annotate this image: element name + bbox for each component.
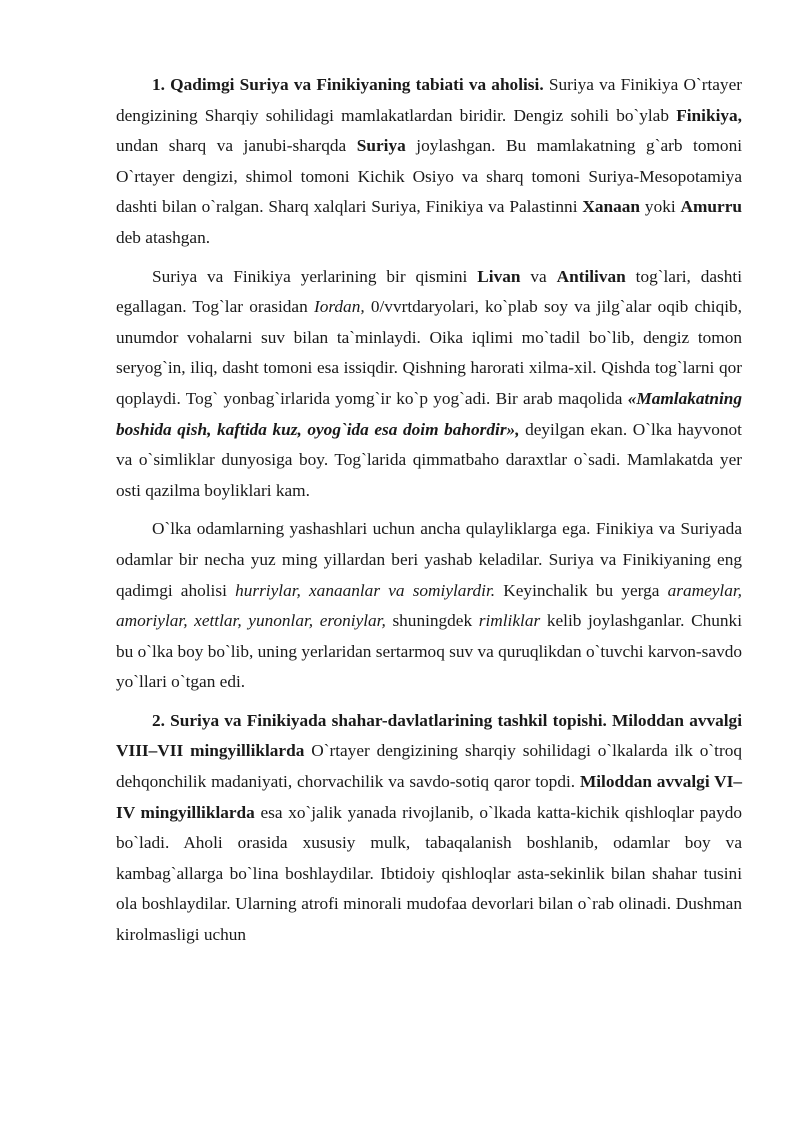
text-run: undan sharq va janubi-sharqda [116, 136, 357, 156]
text-run: O`rtayer dengizining sharqiy sohilidagi o`lkalarda ilk o`troq dehqonchilik madaniyati, chorvachilik va savdo-sotiq qaror topdi. [116, 741, 742, 792]
text-run: joylashgan. Bu mamlakatning g`arb tomoni O`rtayer dengizi, shimol tomoni Kichik Osiyo va sharq tomoni Suriya-Mesopotamiya dashti bilan o`ralgan. Sharq xalqlari Suriya, Finikiya va Palastinni [116, 136, 743, 217]
text-run: va [520, 266, 557, 286]
text-run: Suriya va Finikiya O`rtayer dengizining Sharqiy sohilidagi mamlakatlardan biridir. Dengiz sohili bo`ylab [116, 75, 742, 125]
text-run: Finikiya, [676, 105, 742, 125]
text-run: Suriya va Finikiya yerlarining bir qismini [152, 266, 478, 286]
text-run: Antilivan [556, 266, 626, 286]
text-run: 1. Qadimgi Suriya va Finikiyaning tabiati va aholisi. [152, 75, 544, 94]
text-run: shuningdek [385, 611, 479, 631]
text-run: Livan [477, 266, 521, 286]
text-run: deyilgan ekan. O`lka hayvonot va o`simliklar dunyosiga boy. Tog`larida qimmatbaho daraxtlar o`sadi. Mamlakatda yer osti qazilma boyliklari kam. [116, 419, 742, 500]
text-run: 0/vvrtdaryolari, ko`plab soy va jilg`alar oqib chiqib, unumdor vohalarni suv bilan ta`minlaydi. Oika iqlimi mo`tadil bo`lib, dengiz tomon seryog`in, iliq, dasht tomoni esa issiqdir. Qishning harorati xilma-xil. Qishda tog`larni qor qoplaydi. Tog` yonbag`irlarida yomg`ir ko`p yog`adi. Bir arab maqolida [116, 297, 742, 408]
text-run: «Mamlakatning boshida qish, kaftida kuz, oyog`ida esa doim bahordir», [116, 388, 742, 439]
text-run: Suriya [356, 136, 406, 156]
text-run: kelib joylashganlar. Chunki bu o`lka boy bo`lib, uning yerlaridan sertarmoq suv va quruqlikdan o`tuvchi karvon-savdo yo`llari o`tgan edi. [116, 611, 742, 692]
text-run: Iordan, [313, 297, 365, 317]
text-run: Miloddan avvalgi VI–IV mingyilliklarda [116, 772, 742, 822]
text-run: Amurru [680, 197, 742, 217]
text-run: yoki [640, 197, 681, 217]
text-run: tog`lari, dashti egallagan. Tog`lar orasidan [116, 266, 743, 317]
paragraph-population [116, 514, 742, 698]
text-run: 2. Suriya va Finikiyada shahar-davlatlarining tashkil topishi. Miloddan avvalgi VIII–VII mingyilliklarda [116, 710, 742, 761]
paragraph-natural-conditions [116, 70, 742, 254]
text-run: rimliklar [478, 611, 541, 631]
text-run: O`lka odamlarning yashashlari uchun ancha qulayliklarga ega. Finikiya va Suriyada odamlar bir necha yuz ming yillardan beri yashab keladilar. Suriya va Finikiyaning eng qadimgi aholisi [116, 519, 742, 600]
text-run: hurriylar, xanaanlar va somiylardir. [235, 580, 496, 600]
paragraph-mountains-climate [116, 262, 742, 507]
text-run: arameylar, amoriylar, xettlar, yunonlar, eroniylar, [116, 580, 742, 631]
text-run: Keyinchalik bu yerga [495, 580, 668, 600]
text-run: Xanaan [582, 197, 641, 217]
text-run: deb atashgan. [116, 227, 211, 247]
text-run: esa xo`jalik yanada rivojlanib, o`lkada katta-kichik qishloqlar paydo bo`ladi. Aholi orasida xususiy mulk, tabaqalanish boshlanib, odamlar boy va kambag`allarga bo`lina boshlaydilar. Ibtidoiy qishloqlar asta-sekinlik bilan shahar tusini ola boshlaydilar. Ularning atrofi minorali mudofaa devorlari bilan o`rab olinadi. Dushman kirolmasligi uchun [116, 802, 743, 945]
paragraph-city-states [116, 706, 742, 951]
